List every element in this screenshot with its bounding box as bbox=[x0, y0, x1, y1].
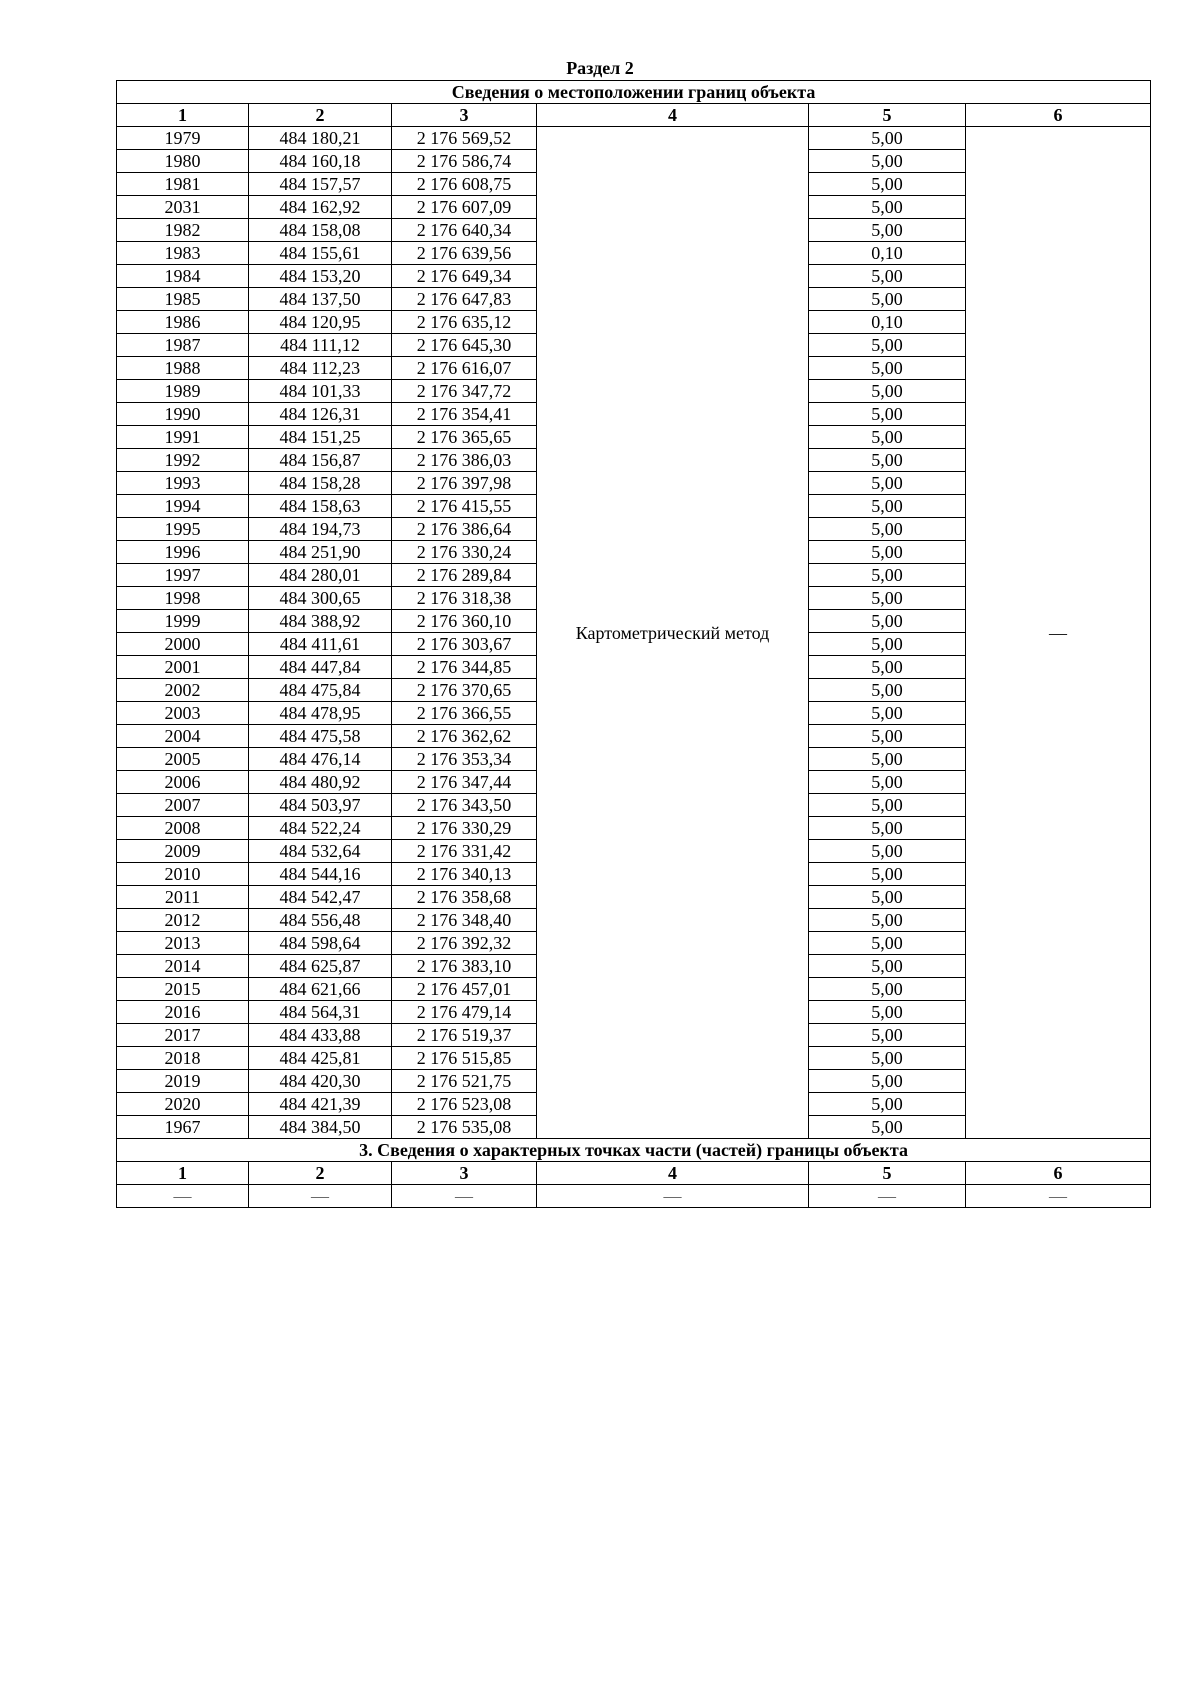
coordinate-y: 2 176 616,07 bbox=[392, 357, 537, 380]
point-number: 2000 bbox=[117, 633, 249, 656]
coordinate-y: 2 176 365,65 bbox=[392, 426, 537, 449]
coordinate-x: 484 151,25 bbox=[249, 426, 392, 449]
point-number: 2008 bbox=[117, 817, 249, 840]
method-cell: Картометрический метод bbox=[537, 127, 809, 1139]
coordinate-y: 2 176 635,12 bbox=[392, 311, 537, 334]
coordinate-x: 484 388,92 bbox=[249, 610, 392, 633]
column-number: 3 bbox=[392, 1162, 537, 1185]
accuracy-value: 5,00 bbox=[809, 633, 966, 656]
accuracy-value: 5,00 bbox=[809, 1116, 966, 1139]
accuracy-value: 5,00 bbox=[809, 196, 966, 219]
accuracy-value: 5,00 bbox=[809, 472, 966, 495]
coordinate-x: 484 384,50 bbox=[249, 1116, 392, 1139]
point-number: 2011 bbox=[117, 886, 249, 909]
point-number: 2002 bbox=[117, 679, 249, 702]
coordinate-y: 2 176 344,85 bbox=[392, 656, 537, 679]
point-number: 1981 bbox=[117, 173, 249, 196]
coordinate-x: 484 180,21 bbox=[249, 127, 392, 150]
point-number: 2017 bbox=[117, 1024, 249, 1047]
empty-dash: — bbox=[392, 1185, 537, 1208]
coordinate-y: 2 176 515,85 bbox=[392, 1047, 537, 1070]
coordinate-x: 484 625,87 bbox=[249, 955, 392, 978]
coordinate-x: 484 162,92 bbox=[249, 196, 392, 219]
column-number: 4 bbox=[537, 1162, 809, 1185]
accuracy-value: 5,00 bbox=[809, 978, 966, 1001]
accuracy-value: 5,00 bbox=[809, 679, 966, 702]
coordinate-x: 484 300,65 bbox=[249, 587, 392, 610]
coordinate-y: 2 176 479,14 bbox=[392, 1001, 537, 1024]
accuracy-value: 5,00 bbox=[809, 150, 966, 173]
coordinate-y: 2 176 358,68 bbox=[392, 886, 537, 909]
point-number: 1985 bbox=[117, 288, 249, 311]
section3-header-row bbox=[117, 1139, 1151, 1162]
point-number: 1986 bbox=[117, 311, 249, 334]
coordinate-y: 2 176 607,09 bbox=[392, 196, 537, 219]
accuracy-value: 5,00 bbox=[809, 1024, 966, 1047]
point-number: 1999 bbox=[117, 610, 249, 633]
coordinate-x: 484 476,14 bbox=[249, 748, 392, 771]
point-number: 1996 bbox=[117, 541, 249, 564]
point-number: 1992 bbox=[117, 449, 249, 472]
coordinate-y: 2 176 330,29 bbox=[392, 817, 537, 840]
point-number: 2016 bbox=[117, 1001, 249, 1024]
accuracy-value: 5,00 bbox=[809, 725, 966, 748]
coordinate-y: 2 176 523,08 bbox=[392, 1093, 537, 1116]
accuracy-value: 5,00 bbox=[809, 863, 966, 886]
point-number: 2014 bbox=[117, 955, 249, 978]
coordinate-x: 484 532,64 bbox=[249, 840, 392, 863]
coordinate-y: 2 176 647,83 bbox=[392, 288, 537, 311]
coordinate-y: 2 176 366,55 bbox=[392, 702, 537, 725]
section2-header: Сведения о местоположении границ объекта bbox=[117, 81, 1151, 104]
point-number: 2009 bbox=[117, 840, 249, 863]
accuracy-value: 5,00 bbox=[809, 495, 966, 518]
coordinate-x: 484 126,31 bbox=[249, 403, 392, 426]
column-number: 4 bbox=[537, 104, 809, 127]
coordinate-x: 484 111,12 bbox=[249, 334, 392, 357]
coordinate-y: 2 176 519,37 bbox=[392, 1024, 537, 1047]
coordinate-x: 484 101,33 bbox=[249, 380, 392, 403]
coordinate-y: 2 176 386,64 bbox=[392, 518, 537, 541]
coordinate-y: 2 176 353,34 bbox=[392, 748, 537, 771]
accuracy-value: 5,00 bbox=[809, 587, 966, 610]
point-number: 1990 bbox=[117, 403, 249, 426]
accuracy-value: 5,00 bbox=[809, 426, 966, 449]
coordinate-y: 2 176 383,10 bbox=[392, 955, 537, 978]
coordinate-x: 484 112,23 bbox=[249, 357, 392, 380]
empty-dash: — bbox=[809, 1185, 966, 1208]
coordinate-x: 484 137,50 bbox=[249, 288, 392, 311]
coordinate-x: 484 522,24 bbox=[249, 817, 392, 840]
empty-dash: — bbox=[249, 1185, 392, 1208]
accuracy-value: 5,00 bbox=[809, 748, 966, 771]
point-number: 1995 bbox=[117, 518, 249, 541]
column-number: 1 bbox=[117, 1162, 249, 1185]
boundary-table bbox=[116, 80, 1151, 1208]
coordinate-y: 2 176 535,08 bbox=[392, 1116, 537, 1139]
point-number: 1979 bbox=[117, 127, 249, 150]
coordinate-x: 484 251,90 bbox=[249, 541, 392, 564]
accuracy-value: 5,00 bbox=[809, 1001, 966, 1024]
coordinate-y: 2 176 608,75 bbox=[392, 173, 537, 196]
point-number: 2031 bbox=[117, 196, 249, 219]
coordinate-y: 2 176 348,40 bbox=[392, 909, 537, 932]
coordinate-y: 2 176 318,38 bbox=[392, 587, 537, 610]
accuracy-value: 0,10 bbox=[809, 311, 966, 334]
point-number: 1988 bbox=[117, 357, 249, 380]
coordinate-x: 484 503,97 bbox=[249, 794, 392, 817]
accuracy-value: 5,00 bbox=[809, 403, 966, 426]
coordinate-x: 484 475,84 bbox=[249, 679, 392, 702]
point-number: 2020 bbox=[117, 1093, 249, 1116]
coordinate-y: 2 176 347,72 bbox=[392, 380, 537, 403]
point-number: 1984 bbox=[117, 265, 249, 288]
section2-header-row bbox=[117, 81, 1151, 104]
accuracy-value: 0,10 bbox=[809, 242, 966, 265]
accuracy-value: 5,00 bbox=[809, 127, 966, 150]
table-body bbox=[117, 81, 1151, 1208]
coordinate-y: 2 176 354,41 bbox=[392, 403, 537, 426]
accuracy-value: 5,00 bbox=[809, 1070, 966, 1093]
accuracy-value: 5,00 bbox=[809, 886, 966, 909]
point-number: 1989 bbox=[117, 380, 249, 403]
empty-dash: — bbox=[966, 1185, 1151, 1208]
coordinate-y: 2 176 340,13 bbox=[392, 863, 537, 886]
accuracy-value: 5,00 bbox=[809, 932, 966, 955]
coordinate-y: 2 176 521,75 bbox=[392, 1070, 537, 1093]
accuracy-value: 5,00 bbox=[809, 1093, 966, 1116]
coordinate-x: 484 158,08 bbox=[249, 219, 392, 242]
coordinate-y: 2 176 649,34 bbox=[392, 265, 537, 288]
coordinate-x: 484 160,18 bbox=[249, 150, 392, 173]
coordinate-x: 484 155,61 bbox=[249, 242, 392, 265]
column-number: 1 bbox=[117, 104, 249, 127]
coordinate-x: 484 421,39 bbox=[249, 1093, 392, 1116]
empty-dash: — bbox=[117, 1185, 249, 1208]
coordinate-x: 484 542,47 bbox=[249, 886, 392, 909]
accuracy-value: 5,00 bbox=[809, 219, 966, 242]
coordinate-x: 484 420,30 bbox=[249, 1070, 392, 1093]
coordinate-x: 484 598,64 bbox=[249, 932, 392, 955]
point-number: 2013 bbox=[117, 932, 249, 955]
coordinate-y: 2 176 370,65 bbox=[392, 679, 537, 702]
coordinate-x: 484 158,28 bbox=[249, 472, 392, 495]
coordinate-y: 2 176 289,84 bbox=[392, 564, 537, 587]
coordinate-x: 484 447,84 bbox=[249, 656, 392, 679]
coordinate-y: 2 176 330,24 bbox=[392, 541, 537, 564]
accuracy-value: 5,00 bbox=[809, 840, 966, 863]
coordinate-x: 484 478,95 bbox=[249, 702, 392, 725]
accuracy-value: 5,00 bbox=[809, 610, 966, 633]
coordinate-x: 484 556,48 bbox=[249, 909, 392, 932]
point-number: 2005 bbox=[117, 748, 249, 771]
point-number: 2001 bbox=[117, 656, 249, 679]
coordinate-x: 484 433,88 bbox=[249, 1024, 392, 1047]
column6-value: — bbox=[966, 127, 1151, 1139]
empty-dash: — bbox=[537, 1185, 809, 1208]
point-number: 1980 bbox=[117, 150, 249, 173]
column-number: 6 bbox=[966, 1162, 1151, 1185]
accuracy-value: 5,00 bbox=[809, 449, 966, 472]
coordinate-y: 2 176 415,55 bbox=[392, 495, 537, 518]
accuracy-value: 5,00 bbox=[809, 702, 966, 725]
coordinate-x: 484 544,16 bbox=[249, 863, 392, 886]
table-row bbox=[117, 127, 1151, 150]
coordinate-x: 484 120,95 bbox=[249, 311, 392, 334]
point-number: 1983 bbox=[117, 242, 249, 265]
column-number-row bbox=[117, 104, 1151, 127]
accuracy-value: 5,00 bbox=[809, 1047, 966, 1070]
coordinate-x: 484 280,01 bbox=[249, 564, 392, 587]
coordinate-x: 484 621,66 bbox=[249, 978, 392, 1001]
accuracy-value: 5,00 bbox=[809, 288, 966, 311]
accuracy-value: 5,00 bbox=[809, 518, 966, 541]
point-number: 2012 bbox=[117, 909, 249, 932]
point-number: 1993 bbox=[117, 472, 249, 495]
accuracy-value: 5,00 bbox=[809, 656, 966, 679]
point-number: 2019 bbox=[117, 1070, 249, 1093]
column-number: 6 bbox=[966, 104, 1151, 127]
coordinate-x: 484 425,81 bbox=[249, 1047, 392, 1070]
coordinate-x: 484 156,87 bbox=[249, 449, 392, 472]
accuracy-value: 5,00 bbox=[809, 817, 966, 840]
coordinate-y: 2 176 645,30 bbox=[392, 334, 537, 357]
point-number: 1987 bbox=[117, 334, 249, 357]
point-number: 1967 bbox=[117, 1116, 249, 1139]
section3-header: 3. Сведения о характерных точках части (частей) границы объекта bbox=[117, 1139, 1151, 1162]
column-number-row bbox=[117, 1162, 1151, 1185]
point-number: 2010 bbox=[117, 863, 249, 886]
coordinate-y: 2 176 360,10 bbox=[392, 610, 537, 633]
coordinate-y: 2 176 397,98 bbox=[392, 472, 537, 495]
coordinate-y: 2 176 303,67 bbox=[392, 633, 537, 656]
point-number: 2003 bbox=[117, 702, 249, 725]
accuracy-value: 5,00 bbox=[809, 794, 966, 817]
accuracy-value: 5,00 bbox=[809, 173, 966, 196]
column-number: 5 bbox=[809, 104, 966, 127]
accuracy-value: 5,00 bbox=[809, 357, 966, 380]
point-number: 1998 bbox=[117, 587, 249, 610]
column-number: 5 bbox=[809, 1162, 966, 1185]
point-number: 2018 bbox=[117, 1047, 249, 1070]
coordinate-x: 484 411,61 bbox=[249, 633, 392, 656]
coordinate-x: 484 194,73 bbox=[249, 518, 392, 541]
page-title: Раздел 2 bbox=[566, 58, 634, 78]
point-number: 2006 bbox=[117, 771, 249, 794]
coordinate-x: 484 475,58 bbox=[249, 725, 392, 748]
point-number: 2004 bbox=[117, 725, 249, 748]
accuracy-value: 5,00 bbox=[809, 541, 966, 564]
accuracy-value: 5,00 bbox=[809, 564, 966, 587]
column-number: 2 bbox=[249, 104, 392, 127]
coordinate-y: 2 176 586,74 bbox=[392, 150, 537, 173]
accuracy-value: 5,00 bbox=[809, 334, 966, 357]
accuracy-value: 5,00 bbox=[809, 265, 966, 288]
accuracy-value: 5,00 bbox=[809, 955, 966, 978]
column-number: 3 bbox=[392, 104, 537, 127]
point-number: 2007 bbox=[117, 794, 249, 817]
coordinate-x: 484 153,20 bbox=[249, 265, 392, 288]
coordinate-y: 2 176 343,50 bbox=[392, 794, 537, 817]
accuracy-value: 5,00 bbox=[809, 909, 966, 932]
coordinate-y: 2 176 331,42 bbox=[392, 840, 537, 863]
accuracy-value: 5,00 bbox=[809, 380, 966, 403]
coordinate-y: 2 176 639,56 bbox=[392, 242, 537, 265]
point-number: 2015 bbox=[117, 978, 249, 1001]
point-number: 1997 bbox=[117, 564, 249, 587]
section3-row bbox=[117, 1185, 1151, 1208]
coordinate-x: 484 158,63 bbox=[249, 495, 392, 518]
column-number: 2 bbox=[249, 1162, 392, 1185]
coordinate-x: 484 564,31 bbox=[249, 1001, 392, 1024]
point-number: 1982 bbox=[117, 219, 249, 242]
coordinate-y: 2 176 457,01 bbox=[392, 978, 537, 1001]
coordinate-y: 2 176 386,03 bbox=[392, 449, 537, 472]
point-number: 1994 bbox=[117, 495, 249, 518]
coordinate-y: 2 176 392,32 bbox=[392, 932, 537, 955]
coordinate-y: 2 176 362,62 bbox=[392, 725, 537, 748]
coordinate-y: 2 176 569,52 bbox=[392, 127, 537, 150]
coordinate-x: 484 157,57 bbox=[249, 173, 392, 196]
coordinate-y: 2 176 347,44 bbox=[392, 771, 537, 794]
point-number: 1991 bbox=[117, 426, 249, 449]
coordinate-x: 484 480,92 bbox=[249, 771, 392, 794]
accuracy-value: 5,00 bbox=[809, 771, 966, 794]
coordinate-y: 2 176 640,34 bbox=[392, 219, 537, 242]
